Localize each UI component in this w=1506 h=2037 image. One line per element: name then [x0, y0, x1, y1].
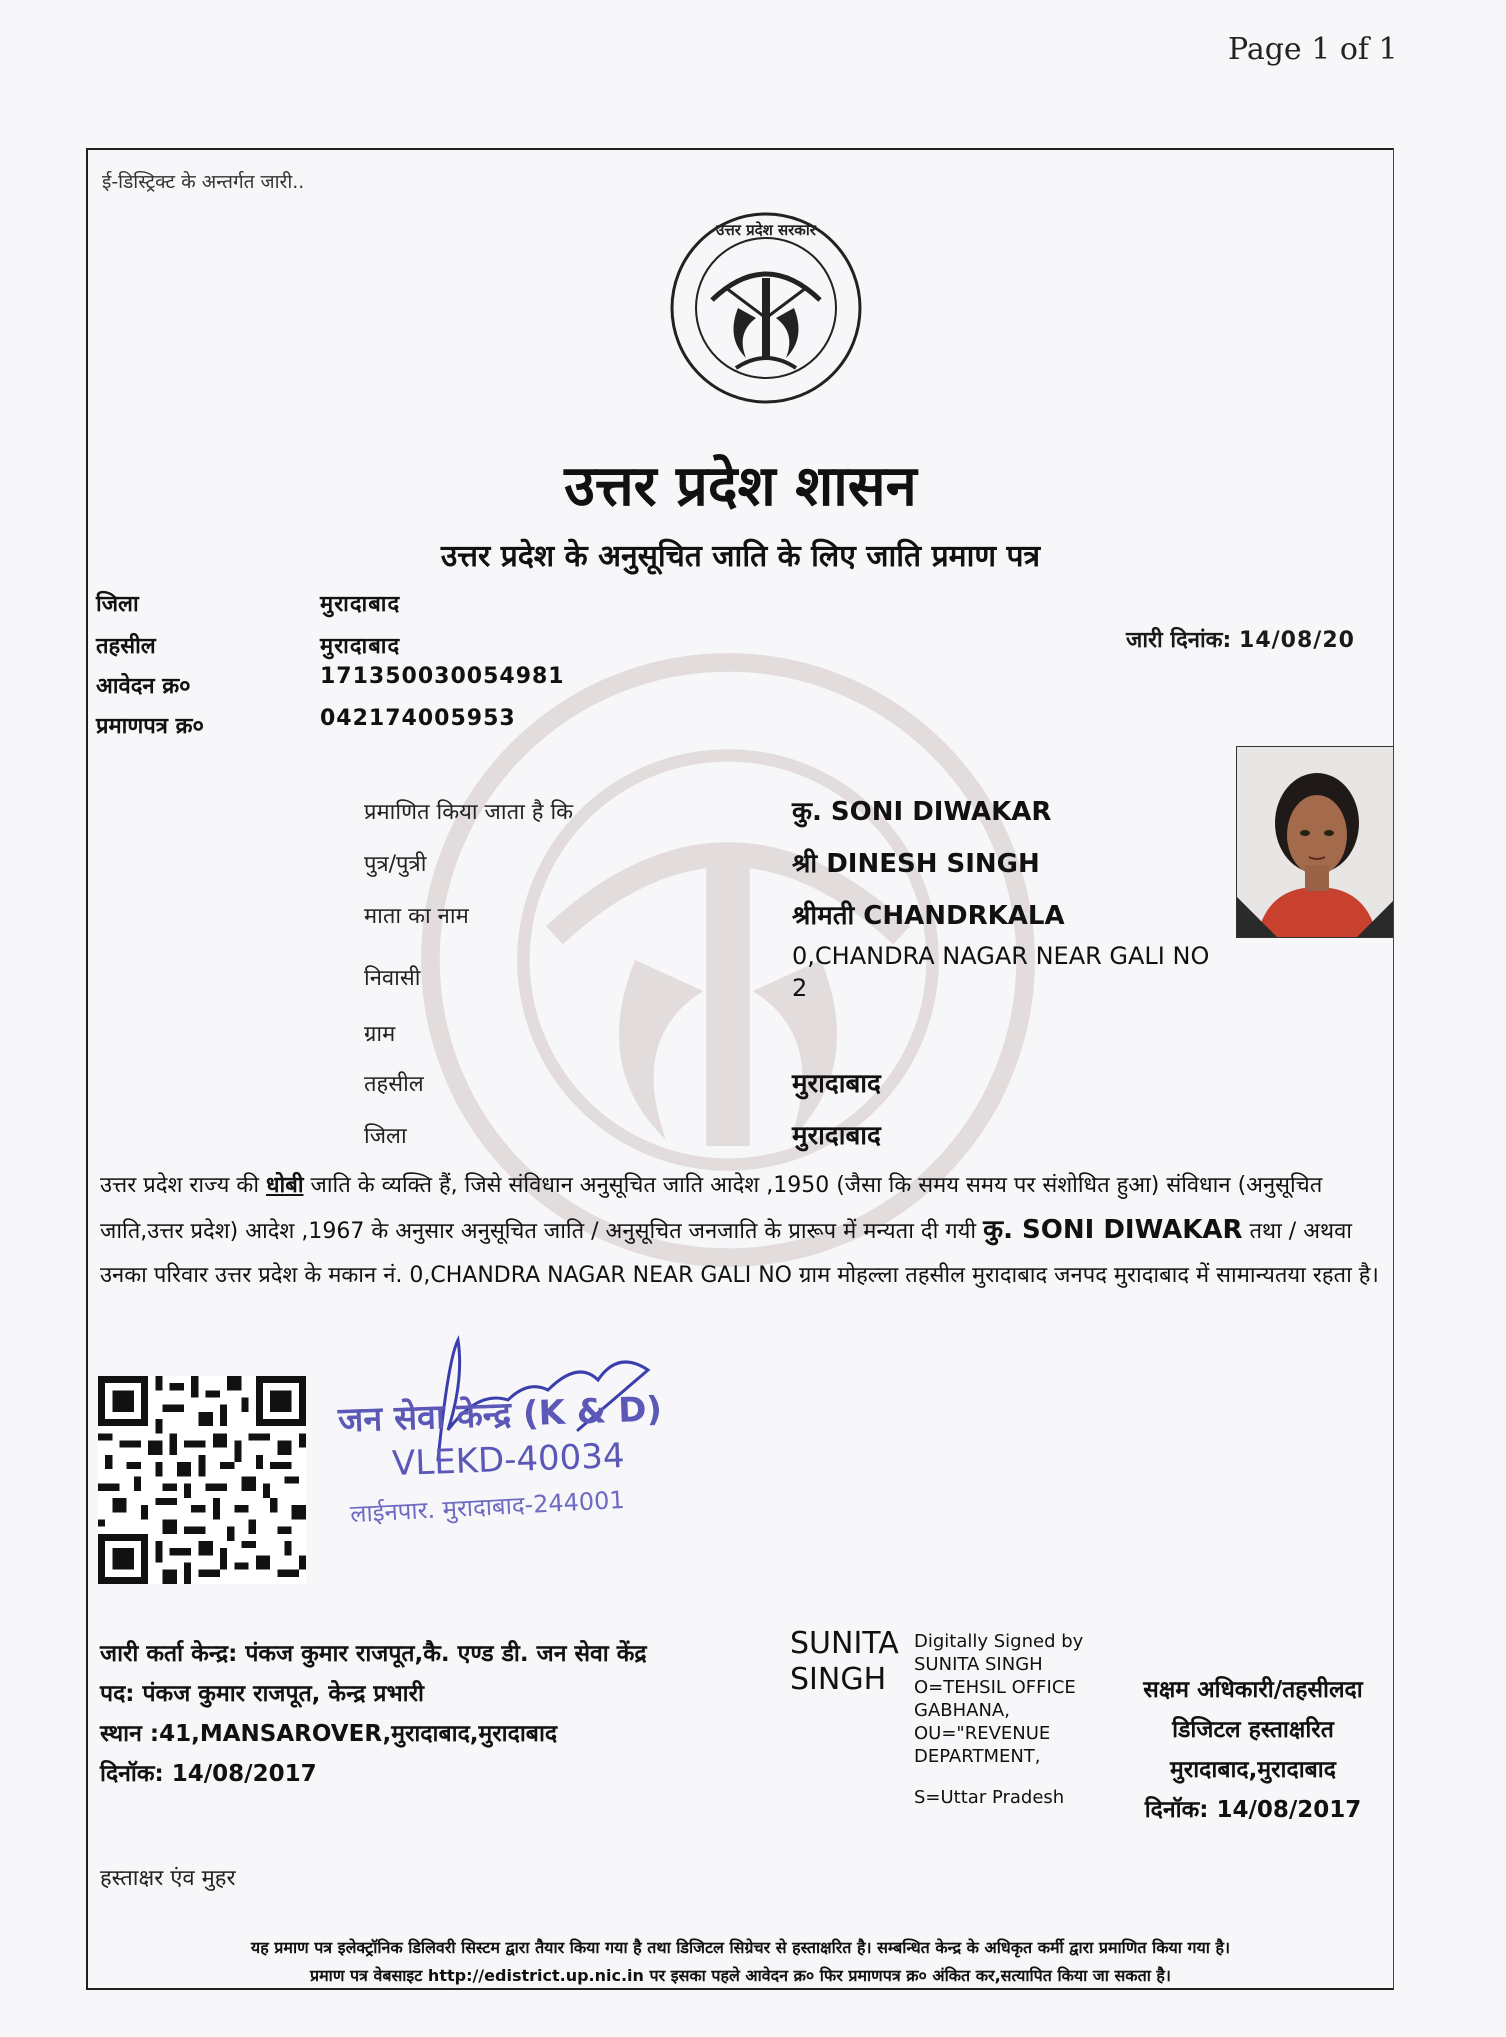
stamp-line-2: VLEKD-40034	[391, 1435, 626, 1485]
stamp-line-1: जन सेवा केन्द्र (K & D)	[337, 1389, 663, 1441]
tehsil-value: मुरादाबाद	[320, 634, 401, 659]
resident-address-value: 0,CHANDRA NAGAR NEAR GALI NO 2	[792, 942, 1210, 1002]
signer-name-line-1: SUNITA	[790, 1626, 899, 1661]
certificate-number-value: 042174005953	[320, 706, 516, 731]
person-tehsil-label: तहसील	[364, 1072, 424, 1097]
certificate-title: उत्तर प्रदेश के अनुसूचित जाति के लिए जाति प्रमाण पत्र	[440, 539, 1041, 574]
tehsil-label: तहसील	[96, 634, 156, 659]
authority-line-4: दिनॉक: 14/08/2017	[1144, 1797, 1362, 1823]
footer-line-1: यह प्रमाण पत्र इलेक्ट्रॉनिक डिलिवरी सिस्टम द्वारा तैयार किया गया है तथा डिजिटल सिग्रेचर से हस्ताक्षरित है। सम्बन्धित केन्द्र के अधिकृत कर्मी द्वारा प्रमाणित किया गया है।	[250, 1938, 1231, 1957]
certified-label: प्रमाणित किया जाता है कि	[364, 800, 574, 825]
signature-line-4: GABHANA,	[914, 1700, 1010, 1721]
footer-note	[88, 1934, 1393, 1990]
signature-line-3: O=TEHSIL OFFICE	[914, 1677, 1076, 1698]
digital-signature-details	[914, 1630, 1114, 1809]
application-number-label: आवेदन क्र०	[96, 674, 191, 699]
digital-signer-name	[790, 1626, 899, 1698]
signature-line-6: DEPARTMENT,	[914, 1746, 1041, 1767]
issue-date	[1126, 624, 1355, 654]
authority-line-1: सक्षम अधिकारी/तहसीलदा	[1143, 1677, 1363, 1703]
signature-line-7: S=Uttar Pradesh	[914, 1787, 1065, 1808]
mother-name-value: श्रीमती CHANDRKALA	[792, 901, 1065, 931]
signature-line-2: SUNITA SINGH	[914, 1654, 1043, 1675]
body-name: कु. SONI DIWAKAR	[983, 1215, 1243, 1245]
body-part-3: तथा / अथवा उनका परिवार उत्तर प्रदेश के मकान नं. 0,CHANDRA NAGAR NEAR GALI NO ग्राम मोहल्ला तहसील मुरादाबाद जनपद मुरादाबाद में सामान्यतया रहता है।	[100, 1219, 1379, 1288]
person-district-value: मुरादाबाद	[792, 1121, 881, 1151]
issuer-block	[100, 1634, 647, 1794]
caste-value: धोबी	[266, 1173, 304, 1198]
certificate-number-label: प्रमाणपत्र क्र०	[96, 714, 204, 739]
authority-line-2: डिजिटल हस्ताक्षरित	[1172, 1717, 1334, 1743]
government-title: उत्तर प्रदेश शासन	[564, 453, 917, 519]
issuer-post: पद: पंकज कुमार राजपूत, केन्द्र प्रभारी	[100, 1681, 424, 1707]
stamp-line-3: लाईनपार. मुरादाबाद-244001	[349, 1485, 626, 1529]
signature-line-5: OU="REVENUE	[914, 1723, 1051, 1744]
authority-line-3: मुरादाबाद,मुरादाबाद	[1170, 1757, 1336, 1783]
body-part-2: जाति के व्यक्ति हैं, जिसे संविधान अनुसूचित जाति आदेश ,1950 (जैसा कि समय समय पर संशोधित हुआ) संविधान (अनुसूचित जाति,उत्तर प्रदेश) आदेश ,1967 के अनुसार अनुसूचित जाति / अनुसूचित जनजाति के प्रारूप में मन्यता दी गयी	[100, 1173, 1323, 1244]
emblem-text: उत्तर प्रदेश सरकार	[716, 221, 816, 239]
person-district-label: जिला	[364, 1124, 407, 1149]
issue-date-label: जारी दिनांक:	[1126, 628, 1232, 653]
authority-block	[1118, 1670, 1388, 1830]
qr-code-icon	[98, 1376, 306, 1584]
signature-line-1: Digitally Signed by	[914, 1631, 1084, 1652]
district-label: जिला	[96, 592, 139, 617]
certificate-body	[100, 1164, 1390, 1298]
resident-label: निवासी	[364, 966, 421, 991]
district-value: मुरादाबाद	[320, 592, 401, 617]
person-tehsil-value: मुरादाबाद	[792, 1069, 881, 1099]
certified-name-value: कु. SONI DIWAKAR	[792, 797, 1052, 827]
village-label: ग्राम	[364, 1022, 396, 1047]
issuer-date: दिनॉक: 14/08/2017	[100, 1761, 317, 1787]
parent-name-value: श्री DINESH SINGH	[792, 849, 1040, 879]
signer-name-line-2: SINGH	[790, 1662, 887, 1697]
footer-line-2: प्रमाण पत्र वेबसाइट http://edistrict.up.nic.in पर इसका पहले आवेदन क्र० फिर प्रमाणपत्र क्र० अंकित कर,सत्यापित किया जा सकता है।	[310, 1966, 1171, 1985]
applicant-photo-icon	[1236, 746, 1394, 938]
issuer-place: स्थान :41,MANSAROVER,मुरादाबाद,मुरादाबाद	[100, 1721, 558, 1747]
signature-seal-label: हस्ताक्षर एंव मुहर	[100, 1866, 236, 1891]
application-number-value: 171350030054981	[320, 664, 565, 689]
page-indicator: Page 1 of 1	[1228, 32, 1398, 67]
issue-date-value: 14/08/20	[1239, 628, 1355, 653]
parent-label: पुत्र/पुत्री	[364, 852, 427, 877]
certificate	[86, 148, 1394, 1990]
mother-label: माता का नाम	[364, 904, 469, 929]
jan-seva-kendra-stamp	[338, 1378, 808, 1528]
body-part-1: उत्तर प्रदेश राज्य की	[100, 1173, 260, 1198]
issuer-center: जारी कर्ता केन्द्र: पंकज कुमार राजपूत,कै. एण्ड डी. जन सेवा केंद्र	[100, 1641, 647, 1667]
issued-under-note: ई-डिस्ट्रिक्ट के अन्तर्गत जारी..	[102, 171, 305, 193]
